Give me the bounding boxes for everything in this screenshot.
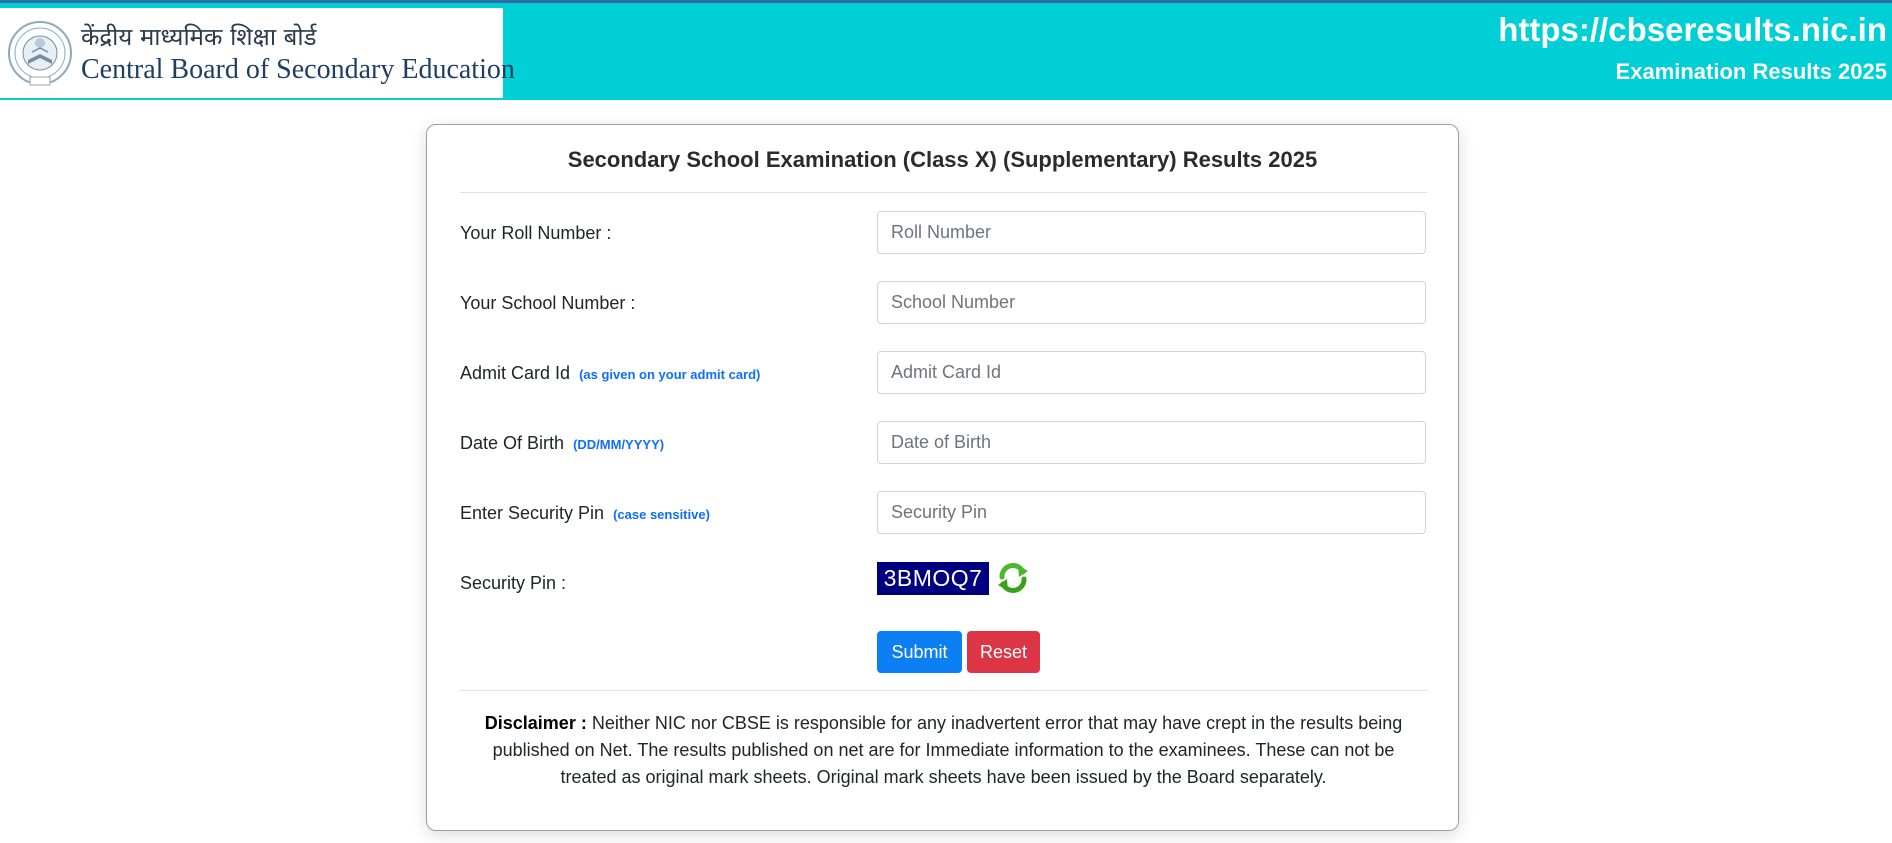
roll-number-label-text: Your Roll Number : <box>460 223 612 243</box>
date-of-birth-label <box>460 433 664 454</box>
date-of-birth-input[interactable] <box>877 421 1426 464</box>
results-form-card <box>426 124 1459 831</box>
submit-button[interactable]: Submit <box>877 631 962 673</box>
admit-card-input[interactable] <box>877 351 1426 394</box>
disclaimer-heading: Disclaimer : <box>484 713 587 733</box>
school-number-label-text: Your School Number : <box>460 293 636 313</box>
logo-english-text: Central Board of Secondary Education <box>81 54 515 85</box>
refresh-icon[interactable] <box>995 560 1031 596</box>
date-of-birth-hint: (DD/MM/YYYY) <box>573 437 665 452</box>
security-pin-label <box>460 573 566 594</box>
reset-button[interactable]: Reset <box>967 631 1040 673</box>
disclaimer <box>477 710 1410 791</box>
title-divider <box>460 192 1427 193</box>
admit-card-hint: (as given on your admit card) <box>579 367 761 382</box>
school-number-label <box>460 293 635 314</box>
security-pin-entry-label-text: Enter Security Pin <box>460 503 605 523</box>
cbse-emblem-icon <box>6 18 74 90</box>
security-pin-entry-label <box>460 503 710 524</box>
security-pin-input[interactable] <box>877 491 1426 534</box>
admit-card-label-text: Admit Card Id <box>460 363 571 383</box>
site-header <box>0 3 1892 100</box>
roll-number-input[interactable] <box>877 211 1426 254</box>
disclaimer-text: Neither NIC nor CBSE is responsible for any inadvertent error that may have crept in the results being published on Net. The results published on net are for Immediate information to the examinees. These can not be treated as original mark sheets. Original mark sheets have been issued by the Board separately. <box>492 713 1403 787</box>
captcha-image: 3BMOQ7 <box>877 562 989 595</box>
site-subtitle: Examination Results 2025 <box>1615 59 1887 84</box>
security-pin-hint: (case sensitive) <box>613 507 710 522</box>
disclaimer-divider <box>460 690 1427 691</box>
site-url: https://cbseresults.nic.in <box>1498 11 1887 48</box>
security-pin-label-text: Security Pin : <box>460 573 567 593</box>
cbse-logo[interactable] <box>0 8 515 98</box>
form-title: Secondary School Examination (Class X) (Supplementary) Results 2025 <box>567 147 1318 172</box>
school-number-input[interactable] <box>877 281 1426 324</box>
date-of-birth-label-text: Date Of Birth <box>460 433 565 453</box>
logo-hindi-text: केंद्रीय माध्यमिक शिक्षा बोर्ड <box>81 23 317 51</box>
roll-number-label <box>460 223 611 244</box>
admit-card-label <box>460 363 760 384</box>
